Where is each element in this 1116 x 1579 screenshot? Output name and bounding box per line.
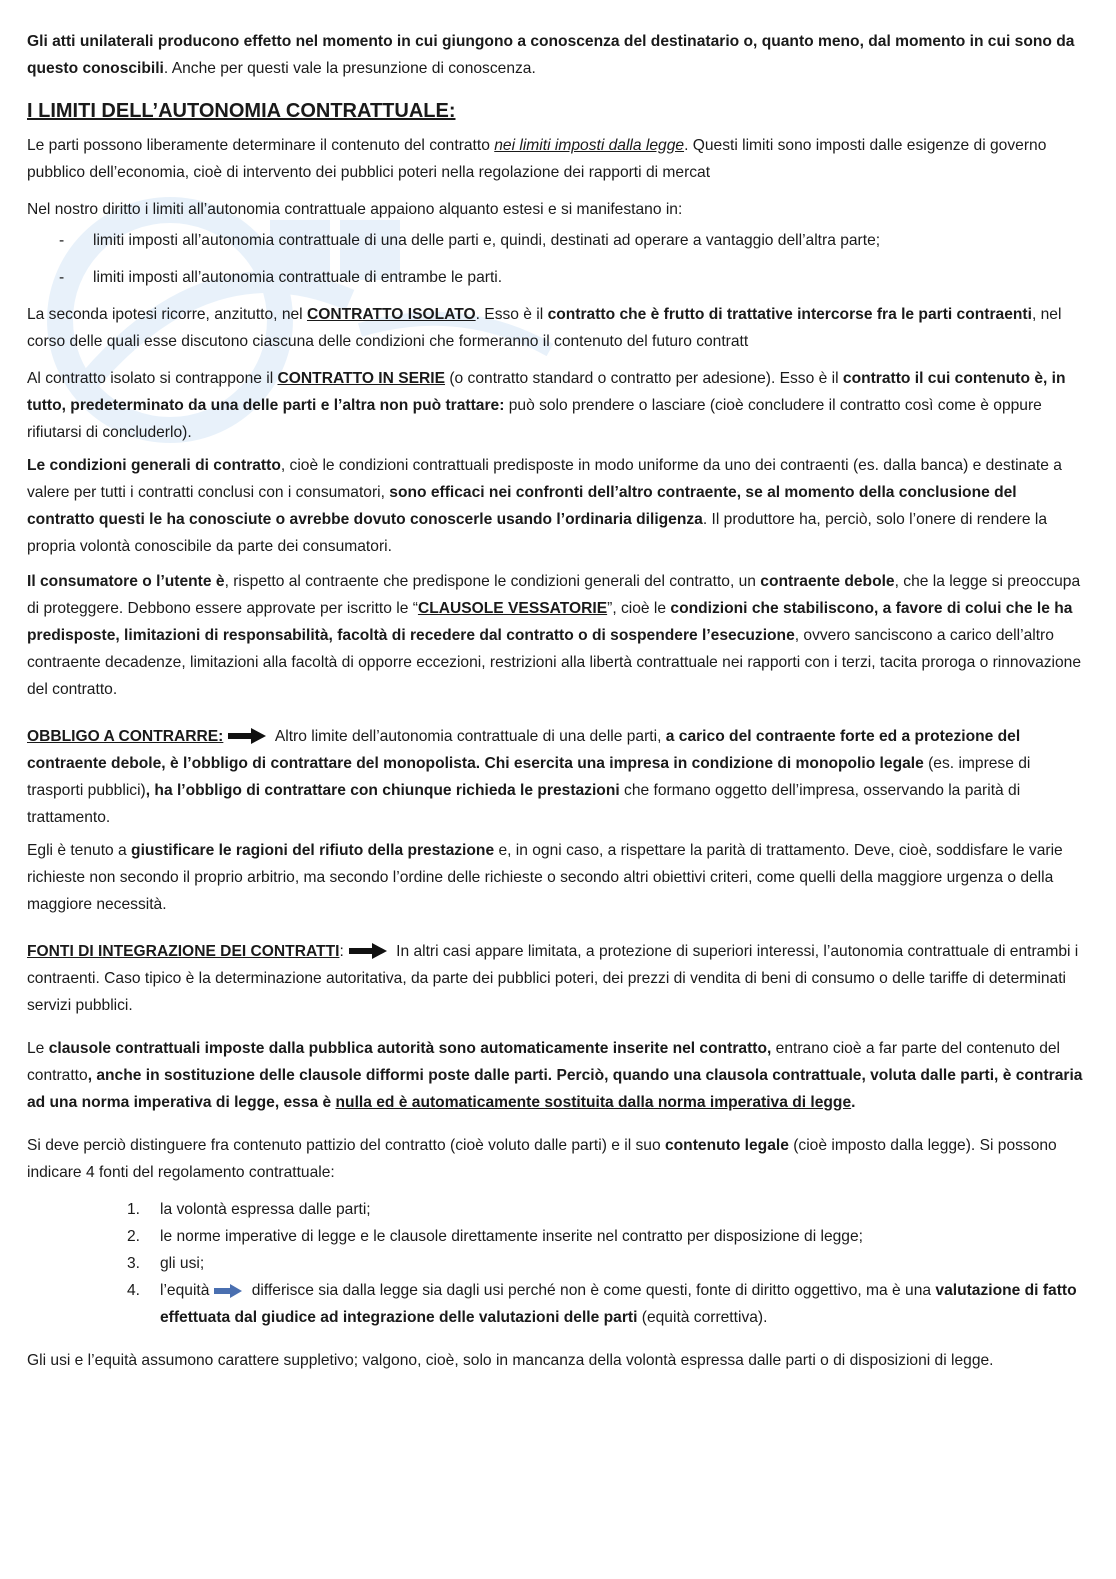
paragraph-contenuto-legale: Si deve perciò distinguere fra contenuto pattizio del contratto (cioè voluto dalle parti) e il suo contenuto legale (cioè imposto dalla legge). Si possono indicare 4 fonti del regolamento contrattuale:: [27, 1137, 1057, 1181]
arrow-right-icon: [227, 728, 267, 744]
numbered-list: [27, 1196, 1085, 1331]
list-item: 1. la volontà espressa dalle parti;: [127, 1201, 371, 1218]
list-item: 3. gli usi;: [127, 1255, 205, 1272]
paragraph-limiti-estesi: Nel nostro diritto i limiti all’autonomia contrattuale appaiono alquanto estesi e si manifestano in:: [27, 201, 683, 218]
list-item: 2. le norme imperative di legge e le clausole direttamente inserite nel contratto per disposizione di legge;: [127, 1228, 863, 1245]
paragraph-obbligo-contrarre: OBBLIGO A CONTRARRE: Altro limite dell’autonomia contrattuale di una delle parti, a carico del contraente forte ed a protezione del contraente debole, è l’obbligo di contrattare del monopolista. Chi esercita una impresa in condizione di monopolio legale (es. imprese di trasporti pubblici), ha l’obbligo di contrattare con chiunque richieda le prestazioni che formano oggetto dell’impresa, osservando la parità di trattamento.: [27, 728, 1031, 826]
paragraph-clausole-imposte: Le clausole contrattuali imposte dalla pubblica autorità sono automaticamente inserite nel contratto, entrano cioè a far parte del contenuto del contratto, anche in sostituzione delle clausole difformi poste dalle parti. Perciò, quando una clausola contrattuale, voluta dalle parti, è contraria ad una norma imperativa di legge, essa è nulla ed è automaticamente sostituita dalla norma imperativa di legge.: [27, 1040, 1083, 1111]
paragraph-usi-equita: Gli usi e l’equità assumono carattere suppletivo; valgono, cioè, solo in mancanza della volontà espressa dalle parti o di disposizioni di legge.: [27, 1352, 994, 1369]
paragraph-condizioni-generali: Le condizioni generali di contratto, cioè le condizioni contrattuali predisposte in modo uniforme da uno dei contraenti (es. dalla banca) e destinate a valere per tutti i contratti conclusi con i consumatori, sono efficaci nei confronti dell’altro contraente, se al momento della conclusione del contratto questi le ha conosciute o avrebbe dovuto conoscerle usando l’ordinaria diligenza. Il produttore ha, perciò, solo l’onere di rendere la propria volontà conoscibile da parte dei consumatori.: [27, 457, 1062, 555]
paragraph-contratto-in-serie: Al contratto isolato si contrappone il CONTRATTO IN SERIE (o contratto standard o contratto per adesione). Esso è il contratto il cui contenuto è, in tutto, predeterminato da una delle parti e l’altra non può trattare: può solo prendere o lasciare (cioè concludere il contratto così come è oppure rifiutarsi di concluderlo).: [27, 370, 1066, 441]
paragraph-atti-unilaterali: Gli atti unilaterali producono effetto nel momento in cui giungono a conoscenza del destinatario o, quanto meno, dal momento in cui sono da questo conoscibili. Anche per questi vale la presunzione di conoscenza.: [27, 33, 1075, 77]
arrow-right-icon: [213, 1284, 243, 1298]
paragraph-contratto-isolato: La seconda ipotesi ricorre, anzitutto, nel CONTRATTO ISOLATO. Esso è il contratto che è frutto di trattative intercorse fra le parti contraenti, nel corso delle quali esse discutono ciascuna delle condizioni che formeranno il contenuto del futuro contratt: [27, 306, 1062, 350]
arrow-right-icon: [348, 943, 388, 959]
paragraph-fonti-integrazione: FONTI DI INTEGRAZIONE DEI CONTRATTI: In altri casi appare limitata, a protezione di superiori interessi, l’autonomia contrattuale di entrambi i contraenti. Caso tipico è la determinazione autoritativa, da parte dei pubblici poteri, dei prezzi di vendita di beni di consumo o delle tariffe di determinati servizi pubblici.: [27, 943, 1079, 1014]
paragraph-consumatore: Il consumatore o l’utente è, rispetto al contraente che predispone le condizioni generali del contratto, un contraente debole, che la legge si preoccupa di proteggere. Debbono essere approvate per iscritto le “CLAUSOLE VESSATORIE”, cioè le condizioni che stabiliscono, a favore di colui che le ha predisposte, limitazioni di responsabilità, facoltà di recedere dal contratto o di sospendere l’esecuzione, ovvero sanciscono a carico dell’altro contraente decadenze, limitazioni alla facoltà di opporre eccezioni, restrizioni alla libertà contrattuale nei rapporti con i terzi, tacita proroga o rinnovazione del contratto.: [27, 573, 1082, 698]
list-item: 4. l’equità differisce sia dalla legge sia dagli usi perché non è come questi, fonte di diritto oggettivo, ma è una valutazione di fatto effettuata dal giudice ad integrazione delle valutazioni delle parti (equità correttiva).: [127, 1282, 1077, 1326]
paragraph-giustificare-rifiuto: Egli è tenuto a giustificare le ragioni del rifiuto della prestazione e, in ogni caso, a rispettare la parità di trattamento. Deve, cioè, soddisfare le varie richieste non secondo il proprio arbitrio, ma secondo l’ordine delle richieste o secondo altri obiettivi criteri, come quelli della maggiore urgenza o della maggiore necessità.: [27, 842, 1063, 913]
paragraph-limiti-legge: Le parti possono liberamente determinare il contenuto del contratto nei limiti imposti dalla legge. Questi limiti sono imposti dalle esigenze di governo pubblico dell’economia, cioè di intervento dei pubblici poteri nella regolazione dei rapporti di mercat: [27, 137, 1047, 181]
dash-list-item: - limiti imposti all’autonomia contrattuale di entrambe le parti.: [59, 269, 503, 286]
section-heading-limiti-autonomia: I LIMITI DELL’AUTONOMIA CONTRATTUALE:: [27, 100, 456, 122]
document-page: [27, 28, 1085, 1374]
dash-list-item: - limiti imposti all’autonomia contrattuale di una delle parti e, quindi, destinati ad operare a vantaggio dell’altra parte;: [59, 232, 881, 249]
